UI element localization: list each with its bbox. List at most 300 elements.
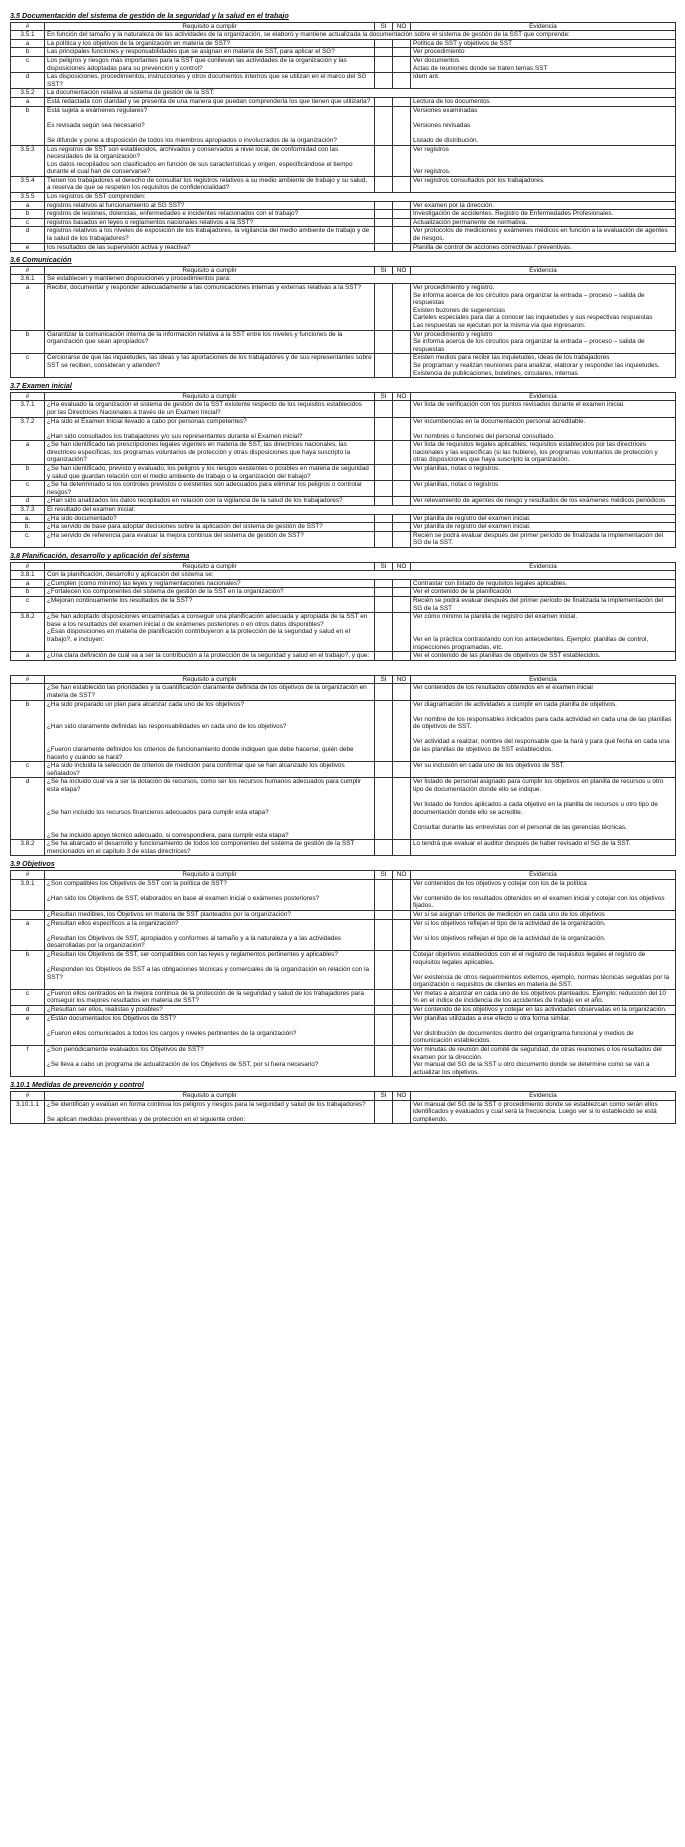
- row-evidence: Idem ant.: [411, 73, 676, 89]
- checkbox-no[interactable]: [393, 778, 411, 840]
- checkbox-no[interactable]: [393, 1014, 411, 1045]
- row-evidence: Ver el contenido de las planillas de objetivos de SST establecidos.: [411, 652, 676, 661]
- column-header-number: #: [11, 562, 45, 571]
- row-number: a: [11, 201, 45, 210]
- row-number: b: [11, 48, 45, 57]
- section-gap: [10, 665, 675, 675]
- checkbox-no[interactable]: [393, 145, 411, 176]
- section-title: 3.8 Planificación, desarrollo y aplicación del sistema: [10, 551, 190, 560]
- row-requirement: Los peligros y riesgos más importantes para la SST que conllevan las actividades de la organización y las disposiciones adoptadas para su prevención y control?: [45, 56, 375, 72]
- row-requirement: ¿Resultan medibles, los Objetivos en materia de SST planteados por la organización?: [45, 910, 375, 919]
- table-header-row: [11, 392, 676, 401]
- column-header-number: #: [11, 22, 45, 31]
- row-requirement: ¿Están documentados los Objetivos de SST? ¿Fueron ellos comunicados a todos los cargos y niveles pertinentes de la organización?: [45, 1014, 375, 1045]
- column-header-requirement: Requisito a cumplir: [45, 266, 375, 275]
- checkbox-no[interactable]: [393, 514, 411, 523]
- row-requirement: ¿Una clara definición de cuál va a ser la contribución a la protección de la seguridad y salud en el trabajo?, y que:: [45, 652, 375, 661]
- checkbox-no[interactable]: [393, 497, 411, 506]
- row-requirement: Con la planificación, desarrollo y aplicación del sistema se:: [45, 571, 676, 580]
- checkbox-si[interactable]: [375, 579, 393, 588]
- row-evidence: Actualización permanente de normativa.: [411, 218, 676, 227]
- table-row: [11, 652, 676, 661]
- row-requirement: registros de lesiones, dolencias, enfermedades e incidentes relacionados con el trabajo?: [45, 210, 375, 219]
- row-number: 3.5.1: [11, 31, 45, 40]
- checkbox-no[interactable]: [393, 243, 411, 252]
- table-row: [11, 89, 676, 98]
- row-number: a: [11, 652, 45, 661]
- row-evidence: Ver contenido de los objetivos y cotejar en las actividades observadas en la organización.: [411, 1006, 676, 1015]
- row-evidence: Recién se podrá evaluar después del primer período de finalizada la implementación del SG de la SST.: [411, 531, 676, 547]
- table-row: [11, 176, 676, 192]
- checkbox-si[interactable]: [375, 218, 393, 227]
- row-number: 3.10.1.1: [11, 1100, 45, 1124]
- row-number: b: [11, 588, 45, 597]
- row-number: c: [11, 56, 45, 72]
- table-row: [11, 762, 676, 778]
- row-number: c: [11, 596, 45, 612]
- row-evidence: Ver minutas de reunión del comité de seguridad, de otras reuniones o los resultados del examen por la dirección. Ver manual del SG de la SST u otro documento donde se determine como se van a actualizar los objetivos.: [411, 1046, 676, 1077]
- column-header-requirement: Requisito a cumplir: [45, 1092, 375, 1101]
- row-evidence: Ver metas a alcanzar en cada uno de los objetivos planteados. Ejemplo: reducción del 10 % en el índice de incidencia de los accidentes de trabajo en el año.: [411, 989, 676, 1005]
- row-number: c: [11, 481, 45, 497]
- table-row: [11, 588, 676, 597]
- row-number: b: [11, 106, 45, 145]
- table-row: [11, 596, 676, 612]
- checkbox-si[interactable]: [375, 1100, 393, 1124]
- section-title: 3.6 Comunicación: [10, 255, 72, 265]
- checkbox-si[interactable]: [375, 840, 393, 856]
- row-evidence: Ver diagramación de actividades a cumplir en cada planilla de objetivos. Ver nombre de los responsables indicados para cada actividad en cada una de las planillas de objetivos de SST. Ver actividad a realizar, nombre del responsable que la hará y para qué fecha en cada una de las planillas de objetivos de SST establecidos.: [411, 700, 676, 762]
- checkbox-si[interactable]: [375, 497, 393, 506]
- table-row: [11, 417, 676, 441]
- checkbox-si[interactable]: [375, 514, 393, 523]
- row-requirement: ¿Resultan los Objetivos de SST, ser compatibles con las leyes y reglamentos pertinentes y aplicables? ¿Responden los Objetivos de SST a las obligaciones técnicas y comerciales de la organización en relación con la SST?: [45, 950, 375, 989]
- row-number: d: [11, 227, 45, 243]
- row-requirement: ¿Fueron ellos centrados en la mejora continua de la protección de la seguridad y salud de los trabajadores para conseguir los mejores resultados en materia de SST?: [45, 989, 375, 1005]
- row-evidence: Ver protocolos de mediciones y exámenes médicos en función a la evaluación de agentes de riesgos.: [411, 227, 676, 243]
- column-header-number: #: [11, 1092, 45, 1101]
- table-row: [11, 910, 676, 919]
- column-header-no: NO: [393, 562, 411, 571]
- checkbox-no[interactable]: [393, 39, 411, 48]
- column-header-number: #: [11, 266, 45, 275]
- column-header-si: SI: [375, 870, 393, 879]
- checkbox-si[interactable]: [375, 145, 393, 176]
- checkbox-no[interactable]: [393, 106, 411, 145]
- checkbox-no[interactable]: [393, 950, 411, 989]
- column-header-si: SI: [375, 562, 393, 571]
- checkbox-no[interactable]: [393, 919, 411, 950]
- checklist-table: [10, 1091, 676, 1124]
- row-evidence: Ver el contenido de la planificación: [411, 588, 676, 597]
- checkbox-no[interactable]: [393, 354, 411, 378]
- row-requirement: Está redactada con claridad y se presenta de una manera que puedan comprenderla los que tienen que utilizarla?: [45, 97, 375, 106]
- row-number: a: [11, 919, 45, 950]
- row-number: a: [11, 97, 45, 106]
- row-requirement: Recibir, documentar y responder adecuadamente a las comunicaciones internas y externas relativas a la SST?: [45, 284, 375, 331]
- checkbox-si[interactable]: [375, 210, 393, 219]
- checkbox-no[interactable]: [393, 684, 411, 700]
- checkbox-si[interactable]: [375, 1046, 393, 1077]
- row-evidence: Ver si los objetivos reflejan el tipo de la actividad de la organización. Ver si los objetivos reflejan el tipo de la actividad de la organización.: [411, 919, 676, 950]
- row-evidence: Ver registros consultados por los trabajadores.: [411, 176, 676, 192]
- checkbox-no[interactable]: [393, 1100, 411, 1124]
- table-row: [11, 514, 676, 523]
- checkbox-no[interactable]: [393, 879, 411, 910]
- row-number: e: [11, 1014, 45, 1045]
- row-evidence: Ver documentos Actas de reuniones donde se traten temas SST: [411, 56, 676, 72]
- row-evidence: Ver su inclusión en cada uno de los objetivos de SST.: [411, 762, 676, 778]
- checkbox-no[interactable]: [393, 330, 411, 354]
- row-requirement: ¿Se ha abarcado el desarrollo y funcionamiento de todos los componentes del sistema de gestión de la SST mencionados en el capítulo 3 de estas directrices?: [45, 840, 375, 856]
- checkbox-si[interactable]: [375, 354, 393, 378]
- row-number: 3.5.2: [11, 89, 45, 98]
- row-requirement: ¿Mejoran continuamente los resultados de la SST?: [45, 596, 375, 612]
- row-evidence: Ver incumbencias en la documentación personal acreditable. Ver nombres o funciones del personal consultado.: [411, 417, 676, 441]
- row-requirement: ¿Ha sido el Examen Inicial llevado a cabo por personas competentes? ¿Han sido consultados los trabajadores y/o sus representantes durante el Examen inicial?: [45, 417, 375, 441]
- checkbox-si[interactable]: [375, 778, 393, 840]
- checkbox-no[interactable]: [393, 465, 411, 481]
- table-row: [11, 106, 676, 145]
- table-row: [11, 950, 676, 989]
- checkbox-si[interactable]: [375, 56, 393, 72]
- checkbox-si[interactable]: [375, 950, 393, 989]
- row-number: d: [11, 1006, 45, 1015]
- row-requirement: ¿Se identifican y evalúan en forma continua los peligros y riesgos para la seguridad y salud de los trabajadores? Se aplican medidas preventivas y de protección en el siguiente orden:: [45, 1100, 375, 1124]
- row-requirement: registros relativos a los niveles de exposición de los trabajadores, la vigilancia del medio ambiente de trabajo y de la salud de los trabajadores?: [45, 227, 375, 243]
- row-requirement: El resultado del examen inicial:: [45, 506, 676, 515]
- row-requirement: ¿Ha sido preparado un plan para alcanzar cada uno de los objetivos? ¿Han sido claramente definidas las responsabilidades en cada uno de los objetivos? ¿Fueron claramente definidos los criterios de funcionamiento donde indiquen que debe hacerse, quién debe hacerlo y cuándo se hará?: [45, 700, 375, 762]
- column-header-number: #: [11, 870, 45, 879]
- row-number: c: [11, 218, 45, 227]
- checkbox-no[interactable]: [393, 579, 411, 588]
- checkbox-no[interactable]: [393, 1046, 411, 1077]
- table-row: [11, 840, 676, 856]
- checkbox-no[interactable]: [393, 73, 411, 89]
- checkbox-no[interactable]: [393, 48, 411, 57]
- checkbox-no[interactable]: [393, 596, 411, 612]
- column-header-evidence: Evidencia: [411, 870, 676, 879]
- row-requirement: Tienen los trabajadores el derecho de consultar los registros relativos a su medio ambiente de trabajo y su salud, a reserva de que se respeten los requisitos de confidencialidad?: [45, 176, 375, 192]
- column-header-evidence: Evidencia: [411, 392, 676, 401]
- checkbox-si[interactable]: [375, 401, 393, 417]
- column-header-si: SI: [375, 675, 393, 684]
- row-number: a: [11, 441, 45, 465]
- row-evidence: Investigación de accidentes. Registro de Enfermedades Profesionales.: [411, 210, 676, 219]
- row-evidence: Ver cómo minimo la planilla de registro del examen inicial. Ver en la práctica contrastando con los antecedentes. Ejemplo: planillas de control, inspecciones programadas, etc.: [411, 613, 676, 652]
- row-number: 3.8.2: [11, 613, 45, 652]
- row-number: 3.8.1: [11, 571, 45, 580]
- row-number: [11, 910, 45, 919]
- row-number: b.: [11, 523, 45, 532]
- row-number: c: [11, 762, 45, 778]
- table-header-row: [11, 266, 676, 275]
- row-requirement: registros relativos al funcionamiento al SG SST?: [45, 201, 375, 210]
- table-row: [11, 210, 676, 219]
- checkbox-si[interactable]: [375, 613, 393, 652]
- row-evidence: Cotejar objetivos establecidos con el el registro de requisitos legales el registro de requisitos legales aplicables. Ver existencia de otros requerimientos externos, ejemplo, normas técnicas seguidas por la organización o requisitos de clientes en materia de SST.: [411, 950, 676, 989]
- checkbox-no[interactable]: [393, 652, 411, 661]
- checkbox-si[interactable]: [375, 39, 393, 48]
- checkbox-no[interactable]: [393, 531, 411, 547]
- checkbox-no[interactable]: [393, 97, 411, 106]
- row-number: c: [11, 354, 45, 378]
- checkbox-no[interactable]: [393, 56, 411, 72]
- checkbox-no[interactable]: [393, 700, 411, 762]
- table-row: [11, 1006, 676, 1015]
- row-evidence: Ver procedimiento: [411, 48, 676, 57]
- checkbox-no[interactable]: [393, 176, 411, 192]
- table-row: [11, 1100, 676, 1124]
- row-number: c.: [11, 531, 45, 547]
- row-requirement: Cerciorarse de que las inquietudes, las ideas y las aportaciones de los trabajadores y de sus representantes sobre SST se reciben, consideran y atienden?: [45, 354, 375, 378]
- column-header-no: NO: [393, 392, 411, 401]
- row-requirement: ¿Se ha determinado si los controles previstos o existentes son adecuados para eliminar los peligros o controlar riesgos?: [45, 481, 375, 497]
- row-requirement: ¿Resultan ser ellos, realistas y posibles?: [45, 1006, 375, 1015]
- row-evidence: Ver lista de verificación con los puntos revisados durante el examen inicial.: [411, 401, 676, 417]
- checkbox-si[interactable]: [375, 284, 393, 331]
- column-header-si: SI: [375, 1092, 393, 1101]
- row-number: 3.5.3: [11, 145, 45, 176]
- table-row: [11, 56, 676, 72]
- column-header-evidence: Evidencia: [411, 1092, 676, 1101]
- row-evidence: Ver lista de requisitos legales aplicables, requisitos establecidos por las directrices nacionales y las específicas (si las hubiere), los programas voluntarios de protección y otras disposiciones que haya suscripto la organización.: [411, 441, 676, 465]
- column-header-no: NO: [393, 675, 411, 684]
- checkbox-no[interactable]: [393, 989, 411, 1005]
- table-row: [11, 31, 676, 40]
- table-row: [11, 523, 676, 532]
- row-requirement: En función del tamaño y la naturaleza de las actividades de la organización, se elaboró y mantiene actualizada la documentación sobre el sistema de gestión de la SST que comprende:: [45, 31, 676, 40]
- checkbox-si[interactable]: [375, 1014, 393, 1045]
- checkbox-si[interactable]: [375, 330, 393, 354]
- row-number: d: [11, 73, 45, 89]
- checkbox-si[interactable]: [375, 910, 393, 919]
- table-row: [11, 481, 676, 497]
- row-number: 3.6.1: [11, 275, 45, 284]
- row-number: e: [11, 243, 45, 252]
- checkbox-no[interactable]: [393, 762, 411, 778]
- row-number: 3.8.2: [11, 840, 45, 856]
- table-header-row: [11, 22, 676, 31]
- row-number: a: [11, 579, 45, 588]
- checkbox-no[interactable]: [393, 613, 411, 652]
- row-evidence: Ver contenidos de los objetivos y cotejar con los de la política Ver contenido de los resultados obtenidos en el examen inicial y cotejar con los objetivos fijados.: [411, 879, 676, 910]
- column-header-no: NO: [393, 22, 411, 31]
- row-number: a.: [11, 514, 45, 523]
- row-requirement: Las principales funciones y responsabilidades que se asignan en materia de SST, para aplicar el SG?: [45, 48, 375, 57]
- table-row: [11, 218, 676, 227]
- checkbox-si[interactable]: [375, 201, 393, 210]
- section-title: 3.7 Examen inicial: [10, 381, 72, 391]
- row-requirement: ¿Son compatibles los Objetivos de SST con la política de SST? ¿Han sido los Objetivos de SST, elaborados en base al examen inicial o exámenes posteriores?: [45, 879, 375, 910]
- row-number: b: [11, 210, 45, 219]
- table-row: [11, 684, 676, 700]
- checkbox-no[interactable]: [393, 284, 411, 331]
- row-number: 3.7.2: [11, 417, 45, 441]
- table-row: [11, 73, 676, 89]
- table-header-row: [11, 1092, 676, 1101]
- checklist-table: [10, 266, 676, 378]
- checkbox-no[interactable]: [393, 523, 411, 532]
- checkbox-si[interactable]: [375, 588, 393, 597]
- checklist-table: [10, 675, 676, 857]
- checkbox-si[interactable]: [375, 97, 393, 106]
- checkbox-no[interactable]: [393, 218, 411, 227]
- checkbox-si[interactable]: [375, 919, 393, 950]
- row-requirement: ¿Ha sido documentado?: [45, 514, 375, 523]
- row-number: d: [11, 778, 45, 840]
- checklist-table: [10, 870, 676, 1077]
- checkbox-no[interactable]: [393, 840, 411, 856]
- row-evidence: Ver manual del SG de la SST o procedimiento donde se establezcan como serán ellos identificados y evaluados y cual será la frecuencia. Luego ver si lo establecido se está cumpliendo.: [411, 1100, 676, 1124]
- checkbox-si[interactable]: [375, 879, 393, 910]
- row-requirement: Garantizar la comunicación interna de la información relativa a la SST entre los niveles y funciones de la organización que sean apropiados?: [45, 330, 375, 354]
- checkbox-si[interactable]: [375, 989, 393, 1005]
- row-number: 3.5.4: [11, 176, 45, 192]
- table-row: [11, 571, 676, 580]
- row-number: f: [11, 1046, 45, 1077]
- table-row: [11, 201, 676, 210]
- checkbox-si[interactable]: [375, 417, 393, 441]
- checklist-table: [10, 562, 676, 661]
- row-number: c: [11, 989, 45, 1005]
- column-header-number: #: [11, 675, 45, 684]
- row-evidence: Ver examen por la dirección.: [411, 201, 676, 210]
- row-requirement: ¿Cumplen (como mínimo) las leyes y reglamentaciones nacionales?: [45, 579, 375, 588]
- table-row: [11, 48, 676, 57]
- checkbox-no[interactable]: [393, 481, 411, 497]
- checkbox-si[interactable]: [375, 176, 393, 192]
- checkbox-no[interactable]: [393, 910, 411, 919]
- checklist-table: [10, 392, 676, 548]
- row-number: b: [11, 465, 45, 481]
- row-requirement: La documentación relativa al sistema de gestión de la SST:: [45, 89, 676, 98]
- row-requirement: ¿Se han establecido las prioridades y la cuantificación claramente definida de los objetivos de la organización en materia de SST?: [45, 684, 375, 700]
- table-row: [11, 275, 676, 284]
- row-evidence: Recién se podrá evaluar después del primer período de finalizada la implementación del SG de la SST: [411, 596, 676, 612]
- column-header-number: #: [11, 392, 45, 401]
- section-title: 3.5 Documentación del sistema de gestión de la seguridad y la salud en el trabajo: [10, 11, 289, 20]
- table-row: [11, 1046, 676, 1077]
- row-requirement: los resultados de las supervisión activa y reactiva?: [45, 243, 375, 252]
- row-number: d: [11, 497, 45, 506]
- checkbox-si[interactable]: [375, 523, 393, 532]
- checkbox-si[interactable]: [375, 441, 393, 465]
- table-row: [11, 879, 676, 910]
- row-number: 3.7.3: [11, 506, 45, 515]
- checkbox-si[interactable]: [375, 465, 393, 481]
- checkbox-si[interactable]: [375, 243, 393, 252]
- row-evidence: Lo tendrá que evaluar el auditor después de haber revisado el SG de la SST.: [411, 840, 676, 856]
- row-number: b: [11, 950, 45, 989]
- table-row: [11, 330, 676, 354]
- table-row: [11, 989, 676, 1005]
- section-title: 3.9 Objetivos: [10, 859, 55, 869]
- column-header-no: NO: [393, 870, 411, 879]
- table-row: [11, 441, 676, 465]
- checkbox-no[interactable]: [393, 210, 411, 219]
- row-requirement: ¿Se ha incluido cual va a ser la dotación de recursos, como ser los recursos humanos adecuados para cumplir esta etapa? ¿Se han incluido los recursos financieros adecuados para cumplir esta etapa? ¿Se ha incluido apoyo técnico adecuado, si correspondiera, para cumplir esta etapa?: [45, 778, 375, 840]
- table-row: [11, 354, 676, 378]
- column-header-requirement: Requisito a cumplir: [45, 562, 375, 571]
- row-evidence: Ver registros Ver registros.: [411, 145, 676, 176]
- row-evidence: Versiones examinadas Versiones revisadas Listado de distribución.: [411, 106, 676, 145]
- checklist-table: [10, 22, 676, 253]
- column-header-requirement: Requisito a cumplir: [45, 392, 375, 401]
- row-evidence: Ver planilla de registro del examen inicial.: [411, 523, 676, 532]
- column-header-requirement: Requisito a cumplir: [45, 870, 375, 879]
- checkbox-no[interactable]: [393, 417, 411, 441]
- checkbox-si[interactable]: [375, 73, 393, 89]
- row-number: b: [11, 330, 45, 354]
- row-evidence: Ver planillas utilizadas a ese efecto u otra forma similar. Ver distribución de documentos dentro del organigrama funcional y medios de comunicación establecidos.: [411, 1014, 676, 1045]
- row-requirement: ¿Ha sido incluida la selección de criterios de medición para confirmar que se han alcanzado los objetivos señalados?: [45, 762, 375, 778]
- checkbox-si[interactable]: [375, 48, 393, 57]
- row-evidence: Contrastar con listado de requisitos legales aplicables.: [411, 579, 676, 588]
- row-evidence: Ver relevamiento de agentes de riesgo y resultados de los exámenes médicos periódicos: [411, 497, 676, 506]
- row-requirement: ¿Fortalecen los componentes del sistema de gestión de la SST en la organización?: [45, 588, 375, 597]
- table-row: [11, 145, 676, 176]
- row-requirement: ¿Han sido analizados los datos recopilados en relación con la vigilancia de la salud de los trabajadores?: [45, 497, 375, 506]
- table-row: [11, 465, 676, 481]
- row-requirement: Los registros de SST comprenden:: [45, 193, 676, 202]
- row-evidence: Ver listado de personal asignado para cumplir los objetivos en planilla de recursos u otro tipo de documentación donde ello se indique. Ver listado de fondos aplicados a cada objetivo en la planilla de recursos u otro tipo de documentación donde ello se acredite. Consultar durante las entrevistas con el personal de las gerencias técnicas.: [411, 778, 676, 840]
- row-number: 3.5.5: [11, 193, 45, 202]
- table-row: [11, 1014, 676, 1045]
- checkbox-no[interactable]: [393, 201, 411, 210]
- column-header-requirement: Requisito a cumplir: [45, 675, 375, 684]
- column-header-no: NO: [393, 1092, 411, 1101]
- checkbox-si[interactable]: [375, 531, 393, 547]
- table-row: [11, 97, 676, 106]
- row-number: a: [11, 284, 45, 331]
- checkbox-si[interactable]: [375, 700, 393, 762]
- row-number: [11, 684, 45, 700]
- checkbox-no[interactable]: [393, 227, 411, 243]
- table-row: [11, 193, 676, 202]
- checkbox-si[interactable]: [375, 652, 393, 661]
- checkbox-no[interactable]: [393, 441, 411, 465]
- checkbox-si[interactable]: [375, 481, 393, 497]
- row-requirement: Las disposiciones, procedimientos, instrucciones y otros documentos internos que se utilizan en el marco del SG SST?: [45, 73, 375, 89]
- row-number: b: [11, 700, 45, 762]
- row-number: 3.7.1: [11, 401, 45, 417]
- checkbox-no[interactable]: [393, 401, 411, 417]
- checkbox-si[interactable]: [375, 106, 393, 145]
- checkbox-si[interactable]: [375, 227, 393, 243]
- row-number: 3.9.1: [11, 879, 45, 910]
- column-header-no: NO: [393, 266, 411, 275]
- checkbox-si[interactable]: [375, 684, 393, 700]
- checkbox-no[interactable]: [393, 588, 411, 597]
- checkbox-no[interactable]: [393, 1006, 411, 1015]
- table-row: [11, 284, 676, 331]
- row-evidence: Ver procedimiento y registro Se informa acerca de los circuitos para organizar la entrada – proceso – salida de respuestas: [411, 330, 676, 354]
- table-row: [11, 700, 676, 762]
- row-evidence: Planilla de control de acciones correctivas / preventivas.: [411, 243, 676, 252]
- row-evidence: Ver procedimiento y registro. Se informa acerca de los circuitos para organizar la entrada – proceso – salida de respuestas Existen buzones de sugerencias Carteles especiales para dar a conocer las inquietudes y sus respectivas respuestas Las respuestas se ejecutan por la misma vía que ingresaron.: [411, 284, 676, 331]
- row-requirement: ¿Ha servido de referencia para evaluar la mejora continua del sistema de gestión de SST?: [45, 531, 375, 547]
- column-header-requirement: Requisito a cumplir: [45, 22, 375, 31]
- row-evidence: Existen medios para recibir las inquietudes, ideas de los trabajadores Se programan y realizan reuniones para analizar, elaborar y responder las inquietudes. Existencia de publicaciones, boletines, circulares, internas: [411, 354, 676, 378]
- checkbox-si[interactable]: [375, 596, 393, 612]
- checkbox-si[interactable]: [375, 762, 393, 778]
- row-evidence: Política de SST y objetivos de SST: [411, 39, 676, 48]
- checkbox-si[interactable]: [375, 1006, 393, 1015]
- row-number: a: [11, 39, 45, 48]
- table-row: [11, 243, 676, 252]
- row-evidence: Ver contenidos de los resultados obtenidos en el examen inicial: [411, 684, 676, 700]
